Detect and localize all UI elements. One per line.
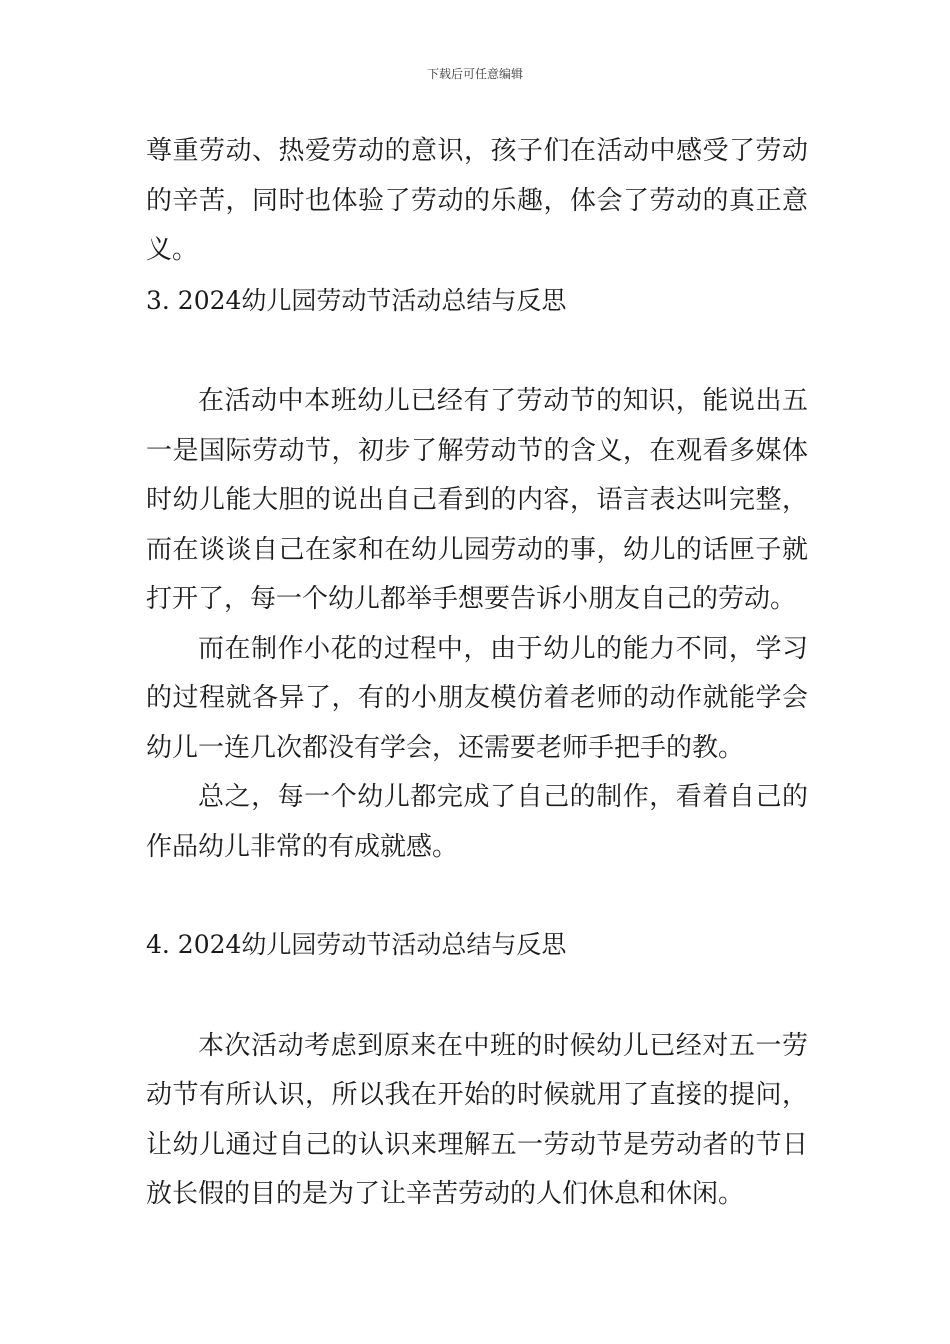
- paragraph: 本次活动考虑到原来在中班的时候幼儿已经对五一劳动节有所认识，所以我在开始的时候就用了直接的提问，让幼儿通过自己的认识来理解五一劳动节是劳动者的节日放长假的目的是为了让辛苦劳动的人们休息和休闲。: [146, 1030, 808, 1209]
- section-heading-4: 4. 2024幼儿园劳动节活动总结与反思: [146, 930, 567, 959]
- paragraph-continued: 尊重劳动、热爱劳动的意识，孩子们在活动中感受了劳动的辛苦，同时也体验了劳动的乐趣，体会了劳动的真正意义。: [146, 136, 808, 265]
- section-heading-3: 3. 2024幼儿园劳动节活动总结与反思: [146, 285, 567, 315]
- page-header: 下载后可任意编辑: [426, 67, 523, 81]
- paragraph: 在活动中本班幼儿已经有了劳动节的知识，能说出五一是国际劳动节，初步了解劳动节的含义，在观看多媒体时幼儿能大胆的说出自己看到的内容，语言表达叫完整，而在谈谈自己在家和在幼儿园劳动的事，幼儿的话匣子就打开了，每一个幼儿都举手想要告诉小朋友自己的劳动。: [146, 386, 808, 614]
- document-body: [146, 127, 808, 1220]
- paragraph: 而在制作小花的过程中，由于幼儿的能力不同，学习的过程就各异了，有的小朋友模仿着老师的动作就能学会幼儿一连几次都没有学会，还需要老师手把手的教。: [146, 633, 808, 763]
- paragraph: 总之，每一个幼儿都完成了自己的制作，看着自己的作品幼儿非常的有成就感。: [146, 782, 808, 862]
